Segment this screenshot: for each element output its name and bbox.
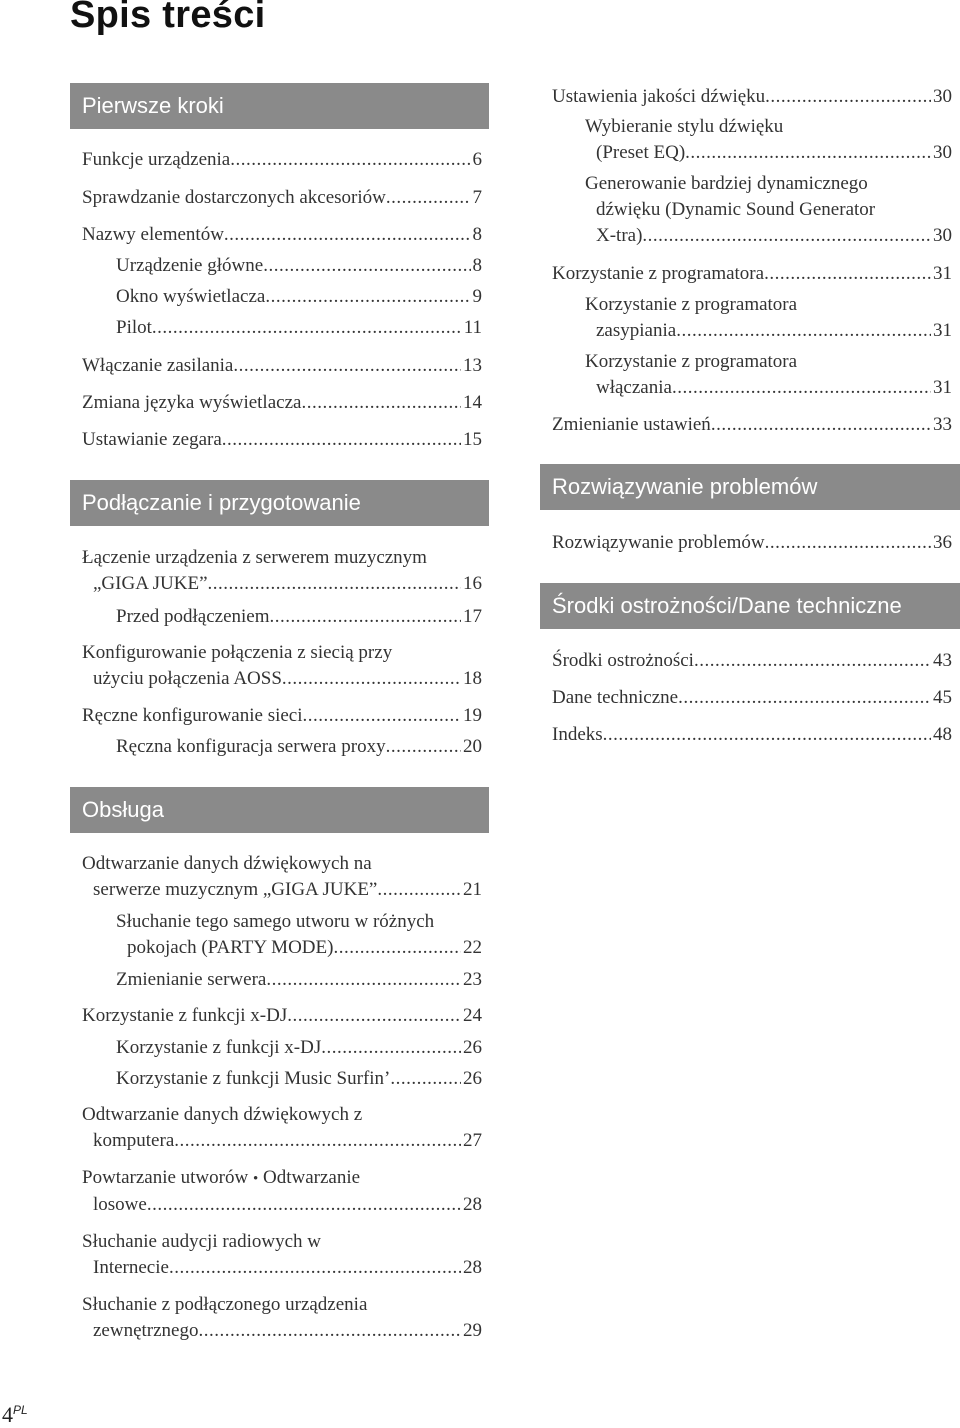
language-code: PL [13,1403,28,1417]
toc-entry-clock[interactable]: Ustawianie zegara ..... 15 [82,427,482,453]
page-title: Spis treści [70,0,266,36]
toc-entry-xdj[interactable]: Korzystanie z funkcji x-DJ ..... 24 [82,1003,482,1029]
toc-entry-display-window[interactable]: Okno wyświetlacza ..... 9 [116,284,482,310]
toc-entry-repeat-shuffle[interactable]: Powtarzanie utworów • Odtwarzanie losowe ..... 28 [82,1165,482,1218]
toc-entry-music-surfin[interactable]: Korzystanie z funkcji Music Surfin’ ..... 26 [116,1066,482,1092]
toc-entry-remote[interactable]: Pilot ..... 11 [116,315,482,341]
toc-entry-manual-network[interactable]: Ręczne konfigurowanie sieci ..... 19 [82,703,482,729]
bullet-separator: • [252,1171,259,1187]
page-footer [2,1402,28,1428]
toc-entry-external-device[interactable]: Słuchanie z podłączonego urządzenia zewnętrznego ..... 29 [82,1292,482,1344]
toc-entry-display-language[interactable]: Zmiana języka wyświetlacza ..... 14 [82,390,482,416]
toc-entry-play-timer[interactable]: Korzystanie z programatora włączania ..... 31 [585,349,952,401]
toc-entry-parts[interactable]: Nazwy elementów ..... 8 [82,222,482,248]
toc-entry-play-computer[interactable]: Odtwarzanie danych dźwiękowych z komputera ..... 27 [82,1102,482,1154]
toc-entry-giga-juke-connect[interactable]: Łączenie urządzenia z serwerem muzycznym „GIGA JUKE” ..... 16 [82,545,482,597]
toc-entry-play-server[interactable]: Odtwarzanie danych dźwiękowych na serwerze muzycznym „GIGA JUKE” ..... 21 [82,851,482,903]
section-header-getting-started: Pierwsze kroki [70,83,489,129]
toc-entry-precautions[interactable]: Środki ostrożności ..... 43 [552,648,952,674]
toc-entry-power-on[interactable]: Włączanie zasilania ..... 13 [82,353,482,379]
toc-entry-before-connecting[interactable]: Przed podłączeniem ..... 17 [116,604,482,630]
section-header-operation: Obsługa [70,787,489,833]
section-header-troubleshooting: Rozwiązywanie problemów [540,464,960,510]
toc-entry-main-unit[interactable]: Urządzenie główne ..... 8 [116,253,482,279]
toc-entry-preset-eq[interactable]: Wybieranie stylu dźwięku (Preset EQ) ..... 30 [585,114,952,166]
toc-entry-dsgx[interactable]: Generowanie bardziej dynamicznego dźwięku (Dynamic Sound Generator X-tra) ..... 30 [585,171,952,249]
section-header-precautions: Środki ostrożności/Dane techniczne [540,583,960,629]
toc-entry-aoss[interactable]: Konfigurowanie połączenia z siecią przy użyciu połączenia AOSS ..... 18 [82,640,482,692]
toc-entry-features[interactable]: Funkcje urządzenia ..... 6 [82,147,482,173]
toc-entry-party-mode[interactable]: Słuchanie tego samego utworu w różnych pokojach (PARTY MODE) ..... 22 [116,909,482,961]
toc-entry-index[interactable]: Indeks ..... 48 [552,722,952,748]
toc-entry-accessories[interactable]: Sprawdzanie dostarczonych akcesoriów ..... 7 [82,185,482,211]
toc-entry-specifications[interactable]: Dane techniczne ..... 45 [552,685,952,711]
toc-entry-sound-quality[interactable]: Ustawienia jakości dźwięku ..... 30 [552,84,952,110]
toc-entry-timer[interactable]: Korzystanie z programatora ..... 31 [552,261,952,287]
toc-entry-xdj-sub[interactable]: Korzystanie z funkcji x-DJ ..... 26 [116,1035,482,1061]
toc-entry-sleep-timer[interactable]: Korzystanie z programatora zasypiania ..... 31 [585,292,952,344]
toc-entry-settings[interactable]: Zmienianie ustawień ..... 33 [552,412,952,438]
toc-entry-proxy[interactable]: Ręczna konfiguracja serwera proxy ..... 20 [116,734,482,760]
page-number: 4 [2,1402,13,1427]
toc-entry-internet-radio[interactable]: Słuchanie audycji radiowych w Internecie ..... 28 [82,1229,482,1281]
toc-entry-change-server[interactable]: Zmienianie serwera ..... 23 [116,967,482,993]
toc-entry-troubleshooting[interactable]: Rozwiązywanie problemów ..... 36 [552,530,952,556]
section-header-connection: Podłączanie i przygotowanie [70,480,489,526]
